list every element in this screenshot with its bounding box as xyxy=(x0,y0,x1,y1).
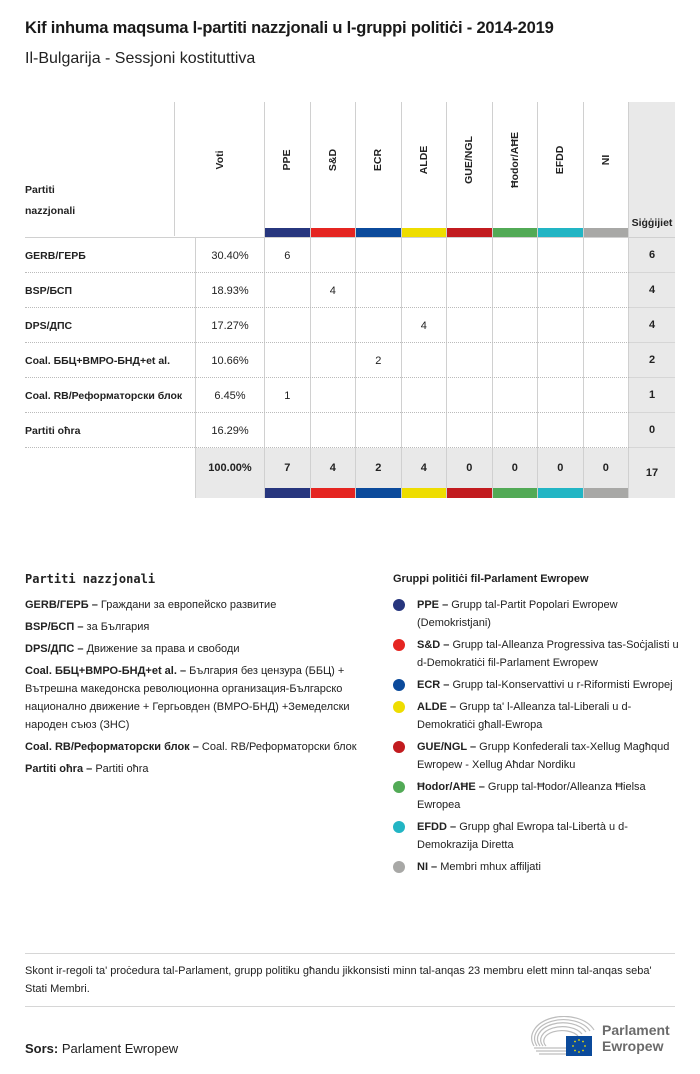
votes-cell: 17.27% xyxy=(195,308,265,343)
seats-grand-total: 17 xyxy=(629,448,675,498)
group-color-dot-icon xyxy=(393,821,405,833)
dash: – xyxy=(446,821,460,833)
seat-cell xyxy=(493,343,539,378)
group-legend-item xyxy=(393,596,683,632)
seat-cell xyxy=(356,308,402,343)
group-total-value: 0 xyxy=(602,462,609,474)
table-row xyxy=(25,413,675,448)
party-full-name: Coal. RB/Реформаторски блок xyxy=(201,741,357,753)
seats-header-label: Siġġijiet xyxy=(631,217,673,229)
group-total-cell xyxy=(584,448,630,498)
seats-column-header xyxy=(629,102,675,238)
seat-cell xyxy=(538,308,584,343)
group-header-label: PPE xyxy=(281,149,294,171)
party-full-name: Граждани за европейско развитие xyxy=(100,599,277,611)
group-legend-title: Gruppi politiċi fil-Parlament Ewropew xyxy=(393,573,589,585)
group-color-dot-icon xyxy=(393,639,405,651)
group-abbr: NI xyxy=(417,861,428,873)
party-legend-item xyxy=(25,640,365,658)
table-row xyxy=(25,238,675,273)
party-header-label: Partiti nazzjonali xyxy=(25,184,76,217)
group-header-label: S&D xyxy=(326,148,339,172)
seat-cell xyxy=(265,308,311,343)
seat-cell xyxy=(402,238,448,273)
party-abbr: Partiti oħra xyxy=(25,763,84,775)
party-abbr: DPS/ДПС xyxy=(25,643,75,655)
seat-cell xyxy=(402,343,448,378)
group-color-bar xyxy=(538,488,583,498)
group-color-bar xyxy=(493,488,538,498)
group-total-cell xyxy=(265,448,311,498)
party-abbr: Coal. RB/Реформаторски блок xyxy=(25,741,190,753)
seat-cell xyxy=(402,378,448,413)
seat-cell xyxy=(538,343,584,378)
group-full-name: Grupp tal-Partit Popolari Ewropew (Demokristjani) xyxy=(417,599,618,629)
group-total-value: 2 xyxy=(375,462,382,474)
party-full-name: Движение за права и свободи xyxy=(86,643,240,655)
group-total-cell xyxy=(356,448,402,498)
group-full-name: Grupp ta' l-Alleanza tal-Liberali u d-Demokratiċi għall-Ewropa xyxy=(417,701,632,731)
group-color-bar xyxy=(265,488,310,498)
group-total-value: 4 xyxy=(329,462,336,474)
totals-row xyxy=(25,448,675,498)
party-column-header xyxy=(25,102,175,236)
seat-cell xyxy=(493,273,539,308)
group-legend-item xyxy=(393,676,683,694)
votes-cell: 18.93% xyxy=(195,273,265,308)
seat-cell xyxy=(356,238,402,273)
party-name: BSP/БСП xyxy=(25,284,73,297)
seat-cell xyxy=(265,413,311,448)
party-legend-title: Partiti nazzjonali xyxy=(25,572,156,586)
party-full-name: България без цензура (ББЦ) + Вътрешна македонска революционна организация-Българско национално движение + Гергьовден (ВМРО-БНД) +Земеделски народен съюз (ЗНС) xyxy=(25,665,350,731)
group-header-label: Ħodor/AĦE xyxy=(508,132,521,188)
party-legend-item xyxy=(25,738,365,756)
party-name: Coal. ББЦ+ВМРО-БНД+et al. xyxy=(25,354,171,367)
group-column-header xyxy=(356,102,402,238)
group-abbr: Ħodor/AĦE xyxy=(417,781,476,793)
seat-cell xyxy=(402,413,448,448)
divider xyxy=(25,1006,675,1007)
votes-header-label: Voti xyxy=(213,150,226,170)
seat-cell xyxy=(538,238,584,273)
group-header-label: GUE/NGL xyxy=(463,136,476,184)
group-legend-item xyxy=(393,778,683,814)
group-color-dot-icon xyxy=(393,861,405,873)
seats-total-cell: 4 xyxy=(629,308,675,343)
seat-cell xyxy=(493,413,539,448)
group-column-header xyxy=(538,102,584,238)
party-legend-item xyxy=(25,596,365,614)
seat-cell xyxy=(584,308,630,343)
seat-cell xyxy=(538,413,584,448)
seat-cell xyxy=(447,273,493,308)
seat-cell: 1 xyxy=(265,378,311,413)
group-total-cell xyxy=(311,448,357,498)
source xyxy=(25,1041,178,1056)
seats-total-cell: 4 xyxy=(629,273,675,308)
group-color-bar xyxy=(356,488,401,498)
group-color-dot-icon xyxy=(393,599,405,611)
seat-cell: 2 xyxy=(356,343,402,378)
group-abbr: S&D xyxy=(417,639,441,651)
seat-cell xyxy=(584,343,630,378)
seats-total-cell: 0 xyxy=(629,413,675,448)
group-total-value: 0 xyxy=(557,462,564,474)
seat-cell xyxy=(493,238,539,273)
group-full-name: Grupp tal-Ħodor/Alleanza Ħielsa Ewropea xyxy=(417,781,646,811)
dash: – xyxy=(428,861,441,873)
group-total-cell xyxy=(447,448,493,498)
seat-cell xyxy=(311,413,357,448)
group-full-name: Grupp għal Ewropa tal-Libertà u d-Demokrazija Diretta xyxy=(417,821,628,851)
seat-cell xyxy=(493,378,539,413)
group-full-name: Grupp tal-Alleanza Progressiva tas-Soċjalisti u d-Demokratiċi fil-Parlament Ewropew xyxy=(417,639,679,669)
seat-cell xyxy=(356,413,402,448)
group-abbr: PPE xyxy=(417,599,440,611)
party-legend-item xyxy=(25,760,365,778)
group-total-cell xyxy=(538,448,584,498)
party-legend-item xyxy=(25,662,365,734)
seat-cell xyxy=(311,238,357,273)
group-column-header xyxy=(447,102,493,238)
group-legend-item xyxy=(393,818,683,854)
seat-cell xyxy=(584,273,630,308)
seat-cell xyxy=(538,273,584,308)
seat-cell: 6 xyxy=(265,238,311,273)
group-total-cell xyxy=(402,448,448,498)
seats-total-cell: 1 xyxy=(629,378,675,413)
seat-cell xyxy=(402,273,448,308)
group-full-name: Membri mhux affiljati xyxy=(440,861,541,873)
group-color-bar xyxy=(584,488,629,498)
divider xyxy=(25,953,675,954)
table-row xyxy=(25,308,675,343)
seat-cell xyxy=(584,378,630,413)
party-legend-item xyxy=(25,618,365,636)
group-legend-item xyxy=(393,738,683,774)
seat-cell xyxy=(311,308,357,343)
group-header-label: EFDD xyxy=(554,145,567,175)
seat-cell xyxy=(265,273,311,308)
seat-cell xyxy=(356,273,402,308)
group-abbr: ECR xyxy=(417,679,441,691)
seat-cell xyxy=(265,343,311,378)
group-header-label: ECR xyxy=(372,148,385,172)
party-abbr: BSP/БСП xyxy=(25,621,75,633)
seat-cell: 4 xyxy=(402,308,448,343)
dash: – xyxy=(475,781,488,793)
group-header-label: NI xyxy=(599,154,612,166)
seat-cell xyxy=(538,378,584,413)
group-color-bar xyxy=(402,488,447,498)
seat-cell: 4 xyxy=(311,273,357,308)
group-full-name: Grupp Konfederali tax-Xellug Magħqud Ewropew - Xellug Aħdar Nordiku xyxy=(417,741,670,771)
dash: – xyxy=(440,639,453,651)
group-color-dot-icon xyxy=(393,741,405,753)
source-label: Sors: xyxy=(25,1041,59,1056)
dash: – xyxy=(446,701,460,713)
group-legend-item xyxy=(393,698,683,734)
table-row xyxy=(25,343,675,378)
group-header-label: ALDE xyxy=(417,145,430,175)
dash: – xyxy=(466,741,480,753)
group-total-value: 4 xyxy=(420,462,427,474)
dash: – xyxy=(176,665,190,677)
page-subtitle: Il-Bulgarija - Sessjoni kostituttiva xyxy=(25,50,256,67)
party-full-name: за България xyxy=(86,621,150,633)
party-name: DPS/ДПС xyxy=(25,319,73,332)
table-row xyxy=(25,378,675,413)
group-abbr: EFDD xyxy=(417,821,447,833)
votes-cell: 6.45% xyxy=(195,378,265,413)
dash: – xyxy=(439,599,452,611)
group-column-header xyxy=(584,102,630,238)
group-column-header xyxy=(311,102,357,238)
seat-cell xyxy=(356,378,402,413)
dash: – xyxy=(88,599,101,611)
party-abbr: Coal. ББЦ+ВМРО-БНД+et al. xyxy=(25,665,177,677)
seat-cell xyxy=(584,238,630,273)
party-name: GERB/ГЕРБ xyxy=(25,249,86,262)
dash: – xyxy=(74,643,87,655)
group-legend-item xyxy=(393,858,683,876)
group-column-header xyxy=(265,102,311,238)
group-column-header xyxy=(402,102,448,238)
group-full-name: Grupp tal-Konservattivi u r-Riformisti Ewropej xyxy=(452,679,673,691)
seat-cell xyxy=(584,413,630,448)
votes-cell: 16.29% xyxy=(195,413,265,448)
party-full-name: Partiti oħra xyxy=(95,763,149,775)
seat-cell xyxy=(311,343,357,378)
seat-cell xyxy=(311,378,357,413)
group-abbr: ALDE xyxy=(417,701,447,713)
party-abbr: GERB/ГЕРБ xyxy=(25,599,89,611)
table-row xyxy=(25,273,675,308)
votes-cell: 10.66% xyxy=(195,343,265,378)
european-parliament-logo xyxy=(530,1016,680,1058)
group-total-value: 0 xyxy=(466,462,473,474)
seat-cell xyxy=(447,413,493,448)
source-value: Parlament Ewropew xyxy=(61,1041,179,1056)
group-column-header xyxy=(493,102,539,238)
group-color-dot-icon xyxy=(393,679,405,691)
group-legend-item xyxy=(393,636,683,672)
seats-total-cell: 2 xyxy=(629,343,675,378)
group-legend xyxy=(393,596,683,880)
dash: – xyxy=(440,679,453,691)
group-total-value: 7 xyxy=(284,462,291,474)
seat-cell xyxy=(447,378,493,413)
hemicycle-icon xyxy=(530,1016,596,1058)
group-total-value: 0 xyxy=(511,462,518,474)
logo-line-1: Parlament xyxy=(602,1022,670,1038)
votes-column-header xyxy=(175,102,265,238)
group-abbr: GUE/NGL xyxy=(417,741,467,753)
dash: – xyxy=(83,763,96,775)
votes-total: 100.00% xyxy=(195,448,265,498)
party-name: Coal. RB/Реформаторски блок xyxy=(25,389,183,402)
logo-line-2: Ewropew xyxy=(602,1038,664,1054)
dash: – xyxy=(189,741,202,753)
footnote: Skont ir-regoli ta' proċedura tal-Parlament, grupp politiku għandu jikkonsisti minn tal-anqas 23 membru elett minn tal-anqas seba' Stati Membri. xyxy=(25,965,652,995)
group-total-cell xyxy=(493,448,539,498)
votes-cell: 30.40% xyxy=(195,238,265,273)
seat-cell xyxy=(447,238,493,273)
page-title: Kif inhuma maqsuma l-partiti nazzjonali u l-gruppi politiċi - 2014-2019 xyxy=(25,19,554,37)
seat-cell xyxy=(493,308,539,343)
seat-cell xyxy=(447,308,493,343)
group-color-dot-icon xyxy=(393,701,405,713)
group-color-dot-icon xyxy=(393,781,405,793)
seats-total-cell: 6 xyxy=(629,238,675,273)
seat-cell xyxy=(447,343,493,378)
group-color-bar xyxy=(447,488,492,498)
party-legend xyxy=(25,596,365,782)
group-color-bar xyxy=(311,488,356,498)
party-name: Partiti oħra xyxy=(25,424,81,437)
dash: – xyxy=(74,621,87,633)
